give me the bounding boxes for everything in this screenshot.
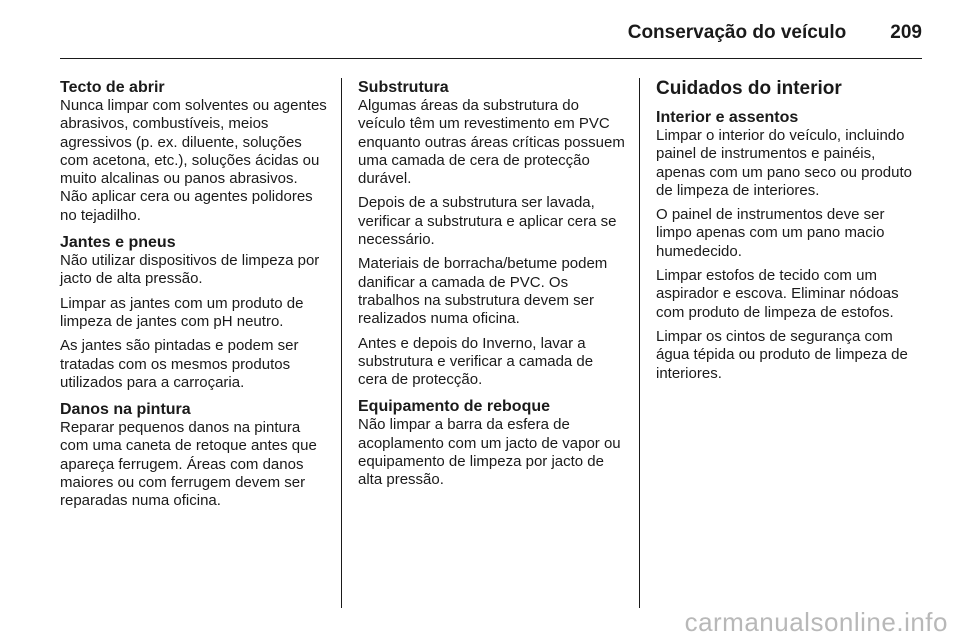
paragraph: Limpar o interior do veículo, incluindo painel de instrumentos e painéis, apenas com um pano seco ou produto de limpeza de interiores.	[656, 127, 913, 199]
paragraph: Antes e depois do Inverno, lavar a substrutura e verificar a camada de cera de protecção.	[358, 334, 594, 389]
section-danos-na-pintura	[60, 400, 328, 510]
section-heading: Jantes e pneus	[60, 234, 176, 252]
paragraph: Reparar pequenos danos na pintura com uma caneta de retoque antes que apareça ferrugem. Áreas com danos maiores ou com ferrugem devem ser reparadas numa oficina.	[60, 419, 317, 510]
header-rule	[60, 58, 922, 59]
section-heading: Interior e assentos	[656, 109, 799, 126]
column-2	[358, 78, 626, 498]
paragraph: Não utilizar dispositivos de limpeza por jacto de alta pressão.	[60, 252, 320, 288]
column-divider-2	[639, 78, 640, 608]
paragraph: Limpar estofos de tecido com um aspirador e escova. Eliminar nódoas com produto de limpeza de estofos.	[656, 267, 899, 321]
column-divider-1	[341, 78, 342, 608]
column-1	[60, 78, 328, 519]
section-substrutura	[358, 78, 626, 389]
chapter-title: Cuidados do interior	[656, 78, 842, 99]
column-3	[656, 78, 924, 391]
section-heading: Equipamento de reboque	[358, 398, 551, 416]
section-heading: Danos na pintura	[60, 401, 191, 419]
paragraph: Algumas áreas da substrutura do veículo têm um revestimento em PVC enquanto outras áreas críticas possuem uma camada de cera de protecção durável.	[358, 97, 625, 188]
section-tecto-de-abrir	[60, 78, 328, 225]
watermark: carmanualsonline.info	[684, 607, 948, 637]
paragraph: Não limpar a barra da esfera de acoplamento com um jacto de vapor ou equipamento de limpeza por jacto de alta pressão.	[358, 416, 621, 489]
page-number: 209	[890, 22, 922, 43]
section-jantes-e-pneus	[60, 233, 328, 392]
section-heading: Substrutura	[358, 79, 449, 96]
section-equipamento-de-reboque	[358, 397, 626, 489]
page-title: Conservação do veículo	[627, 22, 847, 43]
paragraph: As jantes são pintadas e podem ser tratadas com os mesmos produtos utilizados para a carroçaria.	[60, 337, 299, 391]
section-interior-e-assentos	[656, 108, 924, 383]
paragraph: O painel de instrumentos deve ser limpo apenas com um pano macio humedecido.	[656, 206, 885, 260]
paragraph: Materiais de borracha/betume podem danificar a camada de PVC. Os trabalhos na substrutura devem ser realizados numa oficina.	[358, 255, 608, 328]
paragraph: Limpar os cintos de segurança com água tépida ou produto de limpeza de interiores.	[656, 327, 908, 382]
paragraph: Nunca limpar com solventes ou agentes abrasivos, combustíveis, meios agressivos (p. ex. diluente, soluções com acetona, etc.), soluções ácidas ou muito alcalinas ou panos abrasivos. Não aplicar cera ou agentes polidores no tejadilho.	[60, 97, 327, 224]
page-header	[60, 14, 922, 52]
section-heading: Tecto de abrir	[60, 79, 165, 96]
paragraph: Limpar as jantes com um produto de limpeza de jantes com pH neutro.	[60, 294, 304, 330]
paragraph: Depois de a substrutura ser lavada, verificar a substrutura e aplicar cera se necessário.	[358, 194, 617, 249]
